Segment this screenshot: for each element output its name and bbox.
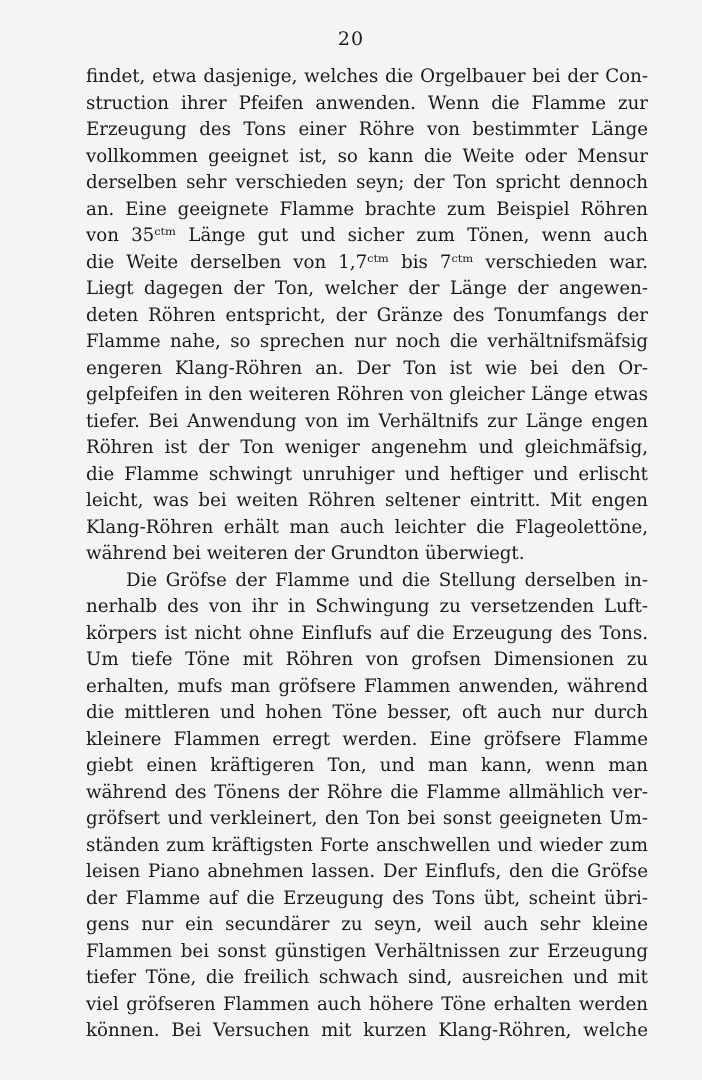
text-line: leisen Piano abnehmen lassen. Der Einflufs, den die Gröfse (86, 861, 648, 882)
text-line: Flamme nahe, so sprechen nur noch die verhältnifsmäfsig (86, 331, 648, 352)
page-number: 20 (337, 28, 365, 50)
text-line: gens nur ein secundärer zu seyn, weil auch sehr kleine (86, 914, 648, 935)
text-line: die mittleren und hohen Töne besser, oft auch nur durch (86, 702, 648, 723)
text-line: gelpfeifen in den weiteren Röhren von gleicher Länge etwas (86, 384, 648, 405)
text-line: die Flamme schwingt unruhiger und heftiger und erlischt (86, 463, 648, 485)
text-line: struction ihrer Pfeifen anwenden. Wenn die Flamme zur (86, 92, 648, 114)
text-line: leicht, was bei weiten Röhren seltener eintritt. Mit engen (86, 490, 648, 511)
text-line: Klang-Röhren erhält man auch leichter die Flageolettöne, (86, 516, 648, 538)
text-line: während des Tönens der Röhre die Flamme allmählich ver- (86, 781, 648, 803)
text-line: Um tiefe Töne mit Röhren von grofsen Dimensionen zu (86, 649, 648, 670)
text-line: deten Röhren entspricht, der Gränze des Tonumfangs der (86, 304, 648, 326)
text-line: kleinere Flammen erregt werden. Eine gröfsere Flamme (86, 728, 648, 750)
text-line: erhalten, mufs man gröfsere Flammen anwenden, während (86, 675, 648, 697)
text-line: Flammen bei sonst günstigen Verhältnissen zur Erzeugung (86, 940, 648, 962)
text-line: engeren Klang-Röhren an. Der Ton ist wie bei den Or- (86, 357, 648, 379)
text-line: gröfsert und verkleinert, den Ton bei sonst geeigneten Um- (86, 808, 648, 829)
text-line: nerhalb des von ihr in Schwingung zu versetzenden Luft- (86, 596, 648, 617)
text-line: können. Bei Versuchen mit kurzen Klang-Röhren, welche (86, 1020, 648, 1041)
text-line: Röhren ist der Ton weniger angenehm und gleichmäfsig, (86, 437, 648, 458)
text-line: vollkommen geeignet ist, so kann die Weite oder Mensur (86, 145, 648, 167)
text-line: an. Eine geeignete Flamme brachte zum Beispiel Röhren (86, 198, 648, 220)
text-line: Die Gröfse der Flamme und die Stellung derselben in- (126, 569, 648, 591)
text-line: von 35ᶜᵗᵐ Länge gut und sicher zum Tönen, wenn auch (86, 225, 648, 246)
text-line: während bei weiteren der Grundton überwiegt. (86, 543, 525, 564)
text-line: Liegt dagegen der Ton, welcher der Länge der angewen- (86, 278, 648, 299)
text-line: derselben sehr verschieden seyn; der Ton spricht dennoch (86, 172, 648, 193)
text-line: giebt einen kräftigeren Ton, und man kann, wenn man (86, 755, 648, 776)
body-text (86, 64, 648, 1045)
text-line: körpers ist nicht ohne Einflufs auf die Erzeugung des Tons. (86, 622, 648, 644)
text-line: ständen zum kräftigsten Forte anschwellen und wieder zum (86, 834, 648, 856)
text-line: Erzeugung des Tons einer Röhre von bestimmter Länge (86, 119, 648, 140)
text-line: tiefer Töne, die freilich schwach sind, ausreichen und mit (86, 967, 648, 988)
text-line: tiefer. Bei Anwendung von im Verhältnifs zur Länge engen (86, 410, 648, 432)
text-line: viel gröfseren Flammen auch höhere Töne erhalten werden (86, 993, 648, 1015)
text-line: der Flamme auf die Erzeugung des Tons übt, scheint übri- (86, 887, 648, 909)
text-line: findet, etwa dasjenige, welches die Orgelbauer bei der Con- (86, 66, 648, 87)
text-line: die Weite derselben von 1,7ᶜᵗᵐ bis 7ᶜᵗᵐ verschieden war. (86, 251, 648, 273)
